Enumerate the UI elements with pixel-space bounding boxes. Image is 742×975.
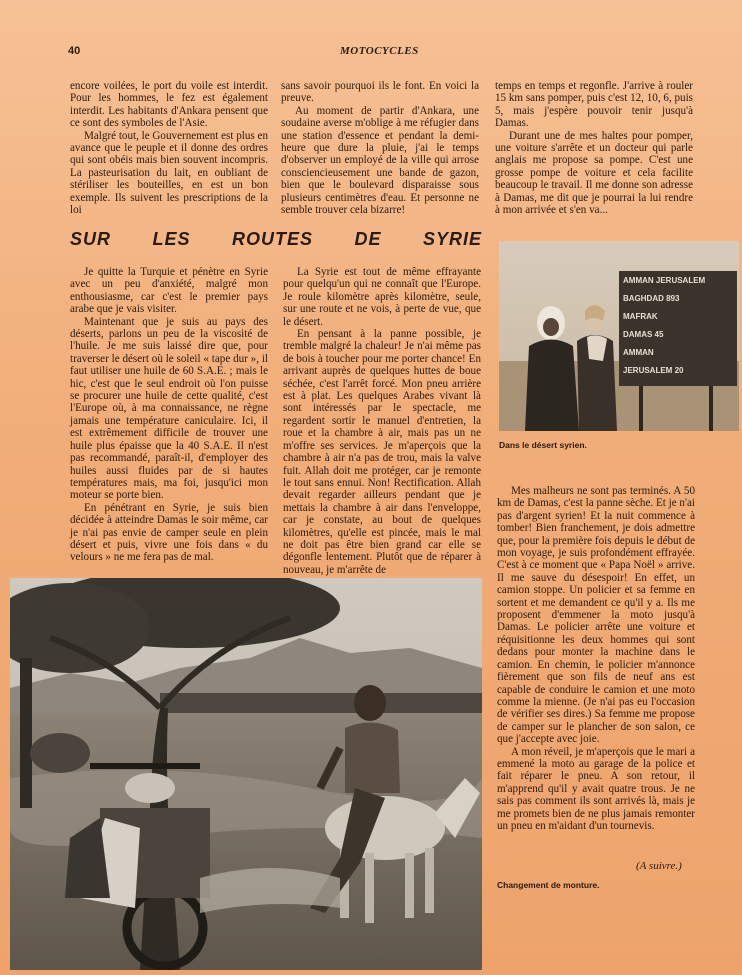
paragraph: temps en temps et regonfle. J'arrive à rouler 15 km sans pomper, puis c'est 12, 10, 6, puis 5, mais j'espère pouvoir tenir jusqu'à Damas. bbox=[495, 80, 693, 130]
main-column-2 bbox=[283, 266, 481, 576]
sign-line: JERUSALEM 20 bbox=[623, 366, 684, 375]
photo-caption: Dans le désert syrien. bbox=[499, 440, 587, 450]
magazine-title: MOTOCYCLES bbox=[340, 45, 419, 57]
title-word: ROUTES bbox=[231, 229, 313, 249]
paragraph: Maintenant que je suis au pays des déserts, parlons un peu de la viscosité de l'huile. Je me suis laissé dire que, pour traverser le désert où le soleil « tape dur », il faut utiliser une huile de 60 S.A.E. ; mais le hic, c'est que le seul endroit où l'on puisse se procurer une huile de cette qualité, c'est l'Europe où, à ma connaissance, ne règne jamais une température caniculaire. Ici, il est extrêmement difficile de trouver une huile plus épaisse que la 40 S.A.E. Il n'est pas recommandé, paraît-il, d'employer des huiles aussi fluides par de si hautes températures mais, ma foi, jusqu'ici mon moteur se porte bien. bbox=[70, 315, 268, 502]
donkey-photo bbox=[10, 578, 482, 970]
paragraph: sans savoir pourquoi ils le font. En voici la preuve. bbox=[281, 80, 479, 105]
top-column-3 bbox=[495, 80, 693, 216]
title-word: LES bbox=[152, 229, 191, 249]
main-column-1 bbox=[70, 266, 268, 564]
title-word: SYRIE bbox=[422, 229, 482, 249]
desert-photo bbox=[499, 241, 739, 431]
paragraph: Je quitte la Turquie et pénètre en Syrie avec un peu d'anxiété, malgré mon enthousiasme, car c'est le premier pays arabe que je vais visiter. bbox=[70, 266, 268, 316]
desert-photo-image bbox=[499, 241, 739, 431]
title-word: SUR bbox=[70, 229, 112, 249]
sign-line: AMMAN bbox=[623, 348, 654, 357]
sign-line: AMMAN JERUSALEM bbox=[623, 276, 706, 285]
paragraph: encore voilées, le port du voile est interdit. Pour les hommes, le fez est également interdit. Les habitants d'Ankara pensent que ce sont des symboles de l'Asie. bbox=[70, 80, 268, 130]
sign-line: MAFRAK bbox=[623, 312, 658, 321]
paragraph: En pensant à la panne possible, je tremble malgré la chaleur! Je n'ai même pas de bois à toucher pour me porter chance! En arrivant auprès de quelques huttes de boue séchée, c'est l'arrêt forcé. Mon pneu arrière est à plat. Les quelques Arabes vivant là sont intéressés par le spectacle, me regardent sortir le manuel d'entretien, la roue et la chambre à air, mais pas un ne m'offre ses services. Je m'aperçois que la chambre à air n'a pas de trou, mais la valve fuit. Allah doit me protéger, car je remonte le tout sans ennui. Non! Rectification. Allah devait regarder ailleurs pendant que je mettais la chambre à air dans l'enveloppe, car je constate, au bout de quelques kilomètres, qu'elle est pincée, mais le mal ne doit pas être bien grand car elle se dégonfle lentement. Plutôt que de réparer à nouveau, je m'arrête de bbox=[283, 328, 481, 576]
top-column-1 bbox=[70, 80, 268, 216]
top-column-2 bbox=[281, 80, 479, 216]
title-word: DE bbox=[354, 229, 382, 249]
paragraph: Malgré tout, le Gouvernement est plus en avance que le peuple et il donne des ordres qui sont obéis mais bien souvent incompris. La pasteurisation du lait, en oubliant de stériliser les bouteilles, en est un bon exemple. Ils suivent les prescriptions de la loi bbox=[70, 129, 268, 217]
paragraph: Mes malheurs ne sont pas terminés. A 50 km de Damas, c'est la panne sèche. Et je n'ai pas d'argent syrien! Et la nuit commence à tomber! Bien franchement, je dois admettre que, pour la première fois depuis le début de mon voyage, je suis profondément effrayée. C'est à ce moment que « Papa Noël » arrive. Il me sauve du désespoir! En effet, un camion stoppe. Un policier et sa femme en sortent et me demandent ce qu'il y a. Ils me proposent d'emmener la moto jusqu'à Damas. Le policier arrête une voiture et réquisitionne les deux hommes qui sont dedans pour monter la machine dans le camion. En chemin, le policier m'annonce fièrement que son fils de neuf ans est capable de conduire le camion et une moto comme la mienne. (Je n'ai pas eu l'occasion de vérifier ses dires.) Sa femme me propose de camper sur le plancher de son salon, ce que j'accepte avec joie. bbox=[497, 485, 695, 746]
paragraph: Durant une de mes haltes pour pomper, une voiture s'arrête et un docteur qui parle anglais me propose sa pompe. C'est une grosse pompe de voiture et cela facilite beaucoup le travail. Il me donne son adresse à Damas, me dit que je pourrai la lui rendre à mon arrivée et s'en va... bbox=[495, 129, 693, 217]
donkey-photo-image bbox=[10, 578, 482, 970]
paragraph: Au moment de partir d'Ankara, une soudaine averse m'oblige à me réfugier dans une station d'essence et pendant la demi-heure que dure la pluie, j'ai le temps d'observer un employé de la ville qui arrose consciencieusement une bande de gazon, bien que le boulevard disparaisse sous plusieurs centimètres d'eau. Et personne ne semble trouver cela bizarre! bbox=[281, 104, 479, 217]
paragraph: La Syrie est tout de même effrayante pour quelqu'un qui ne connaît que l'Europe. Je roule kilomètre après kilomètre, seule, sur une route et ne vois, à perte de vue, que le désert. bbox=[283, 266, 481, 328]
sign-line: BAGHDAD 893 bbox=[623, 294, 680, 303]
paragraph: En pénétrant en Syrie, je suis bien décidée à atteindre Damas le soir même, car je n'ai pas envie de camper seule en plein désert et puis, vivre une fois dans « du velours » ne me fera pas de mal. bbox=[70, 501, 268, 564]
article-title bbox=[70, 229, 482, 250]
main-column-3 bbox=[497, 485, 695, 832]
sign-line: DAMAS 45 bbox=[623, 330, 664, 339]
page-number: 40 bbox=[68, 45, 81, 57]
photo-caption: Changement de monture. bbox=[497, 880, 600, 890]
paragraph: A mon réveil, je m'aperçois que le mari a emmené la moto au garage de la police et fait réparer le pneu. A son retour, il m'apprend qu'il y avait quatre trous. Je ne sais pas comment ils sont arrivés là, mais je me promets bien de ne plus jamais remonter un pneu en m'aidant d'un tournevis. bbox=[497, 745, 695, 832]
to-be-continued: (A suivre.) bbox=[636, 860, 682, 872]
